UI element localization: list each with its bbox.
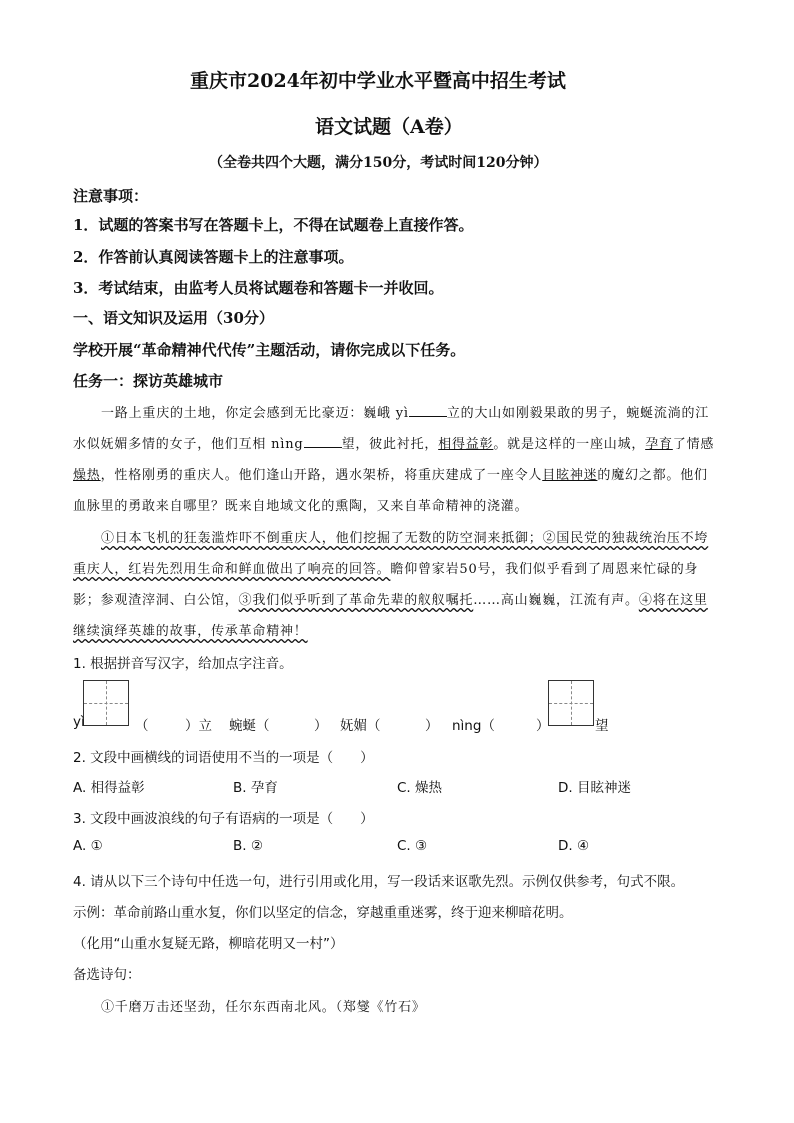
question-4-stem: 4. 请从以下三个诗句中任选一句，进行引用或化用，写一段话来讴歌先烈。示例仅供参考，句式不限。	[73, 874, 685, 890]
option-a[interactable]: A. ①	[73, 838, 103, 854]
word-li: ）立	[185, 718, 212, 734]
option-a[interactable]: A. 相得益彰	[73, 780, 145, 796]
passage-line: 一路上重庆的土地，你定会感到无比豪迈：巍峨 yì 立的大山如刚毅果敢的男子，蜿蜒流淌的江	[101, 402, 709, 421]
notice-item: 3．考试结束，由监考人员将试题卷和答题卡一并收回。	[73, 279, 444, 297]
option-c[interactable]: C. ③	[397, 838, 428, 854]
paren-close: ）	[425, 718, 439, 734]
passage-line: 重庆人，红岩先烈用生命和鲜血做出了响亮的回答。瞻仰曾家岩50号，我们似乎看到了周恩来忙碌的身	[73, 562, 699, 577]
word-wang: 望	[595, 718, 609, 734]
passage-line: 燥热，性格刚勇的重庆人。他们逢山开路，遇水架桥，将重庆建成了一座令人目眩神迷的魔幻之都。他们	[73, 468, 708, 483]
question-2-stem: 2. 文段中画横线的词语使用不当的一项是（ ）	[73, 750, 374, 766]
answer-box[interactable]	[83, 680, 129, 726]
exam-note: （全卷共四个大题，满分150分，考试时间120分钟）	[209, 155, 548, 171]
word-wumei: 妩媚（	[340, 718, 381, 734]
option-c[interactable]: C. 燥热	[397, 780, 443, 796]
task-heading: 任务一：探访英雄城市	[73, 372, 224, 390]
option-b[interactable]: B. ②	[233, 838, 263, 854]
option-d[interactable]: D. 目眩神迷	[558, 780, 631, 796]
example-text: 示例：革命前路山重水复，你们以坚定的信念，穿越重重迷雾，终于迎来柳暗花明。	[73, 905, 573, 921]
word-wanyan: 蜿蜒（	[229, 718, 270, 734]
activity-intro: 学校开展“革命精神代代传”主题活动，请你完成以下任务。	[73, 341, 466, 359]
answer-blank	[409, 402, 447, 417]
pinyin-yi: yì	[73, 714, 85, 730]
passage-line: 影；参观渣滓洞、白公馆，③我们似乎听到了革命先辈的舣舣嘱托……高山巍巍，江流有声。④将在这里	[73, 593, 708, 608]
paren-close: ）	[536, 718, 550, 734]
option-b[interactable]: B. 孕育	[233, 780, 278, 796]
pinyin-ning: nìng（	[452, 718, 495, 734]
example-note: （化用“山重水复疑无路，柳暗花明又一村”）	[73, 936, 344, 952]
notice-item: 2．作答前认真阅读答题卡上的注意事项。	[73, 248, 354, 266]
notice-item: 1．试题的答案书写在答题卡上，不得在试题卷上直接作答。	[73, 216, 474, 234]
passage-line: ①日本飞机的狂轰滥炸吓不倒重庆人，他们挖掘了无数的防空洞来抵御；②国民党的独裁统治压不垮	[101, 531, 709, 546]
paren-open: （	[135, 718, 149, 734]
paren-close: ）	[314, 718, 328, 734]
answer-box[interactable]	[548, 680, 594, 726]
passage-line: 血脉里的勇敢来自哪里？既来自地域文化的熏陶，又来自革命精神的浇灌。	[73, 499, 529, 514]
notice-heading: 注意事项：	[73, 187, 149, 205]
question-1-stem: 1. 根据拼音写汉字，给加点字注音。	[73, 656, 293, 672]
exam-title: 重庆市2024年初中学业水平暨高中招生考试	[190, 70, 566, 92]
option-d[interactable]: D. ④	[558, 838, 590, 854]
paper-subtitle: 语文试题（A卷）	[315, 116, 463, 138]
answer-blank	[304, 433, 342, 448]
passage-line: 继续演绎英雄的故事，传承革命精神！	[73, 624, 308, 639]
section-heading: 一、语文知识及运用（30分）	[73, 309, 274, 327]
candidate-poem: ①千磨万击还坚劲，任尔东西南北风。（郑燮《竹石》	[101, 1000, 426, 1015]
passage-line: 水似妩媚多情的女子，他们互相 nìng 望，彼此衬托，相得益彰。就是这样的一座山城，孕育了情感	[73, 433, 714, 452]
question-3-stem: 3. 文段中画波浪线的句子有语病的一项是（ ）	[73, 811, 374, 827]
candidates-label: 备选诗句：	[73, 967, 141, 983]
